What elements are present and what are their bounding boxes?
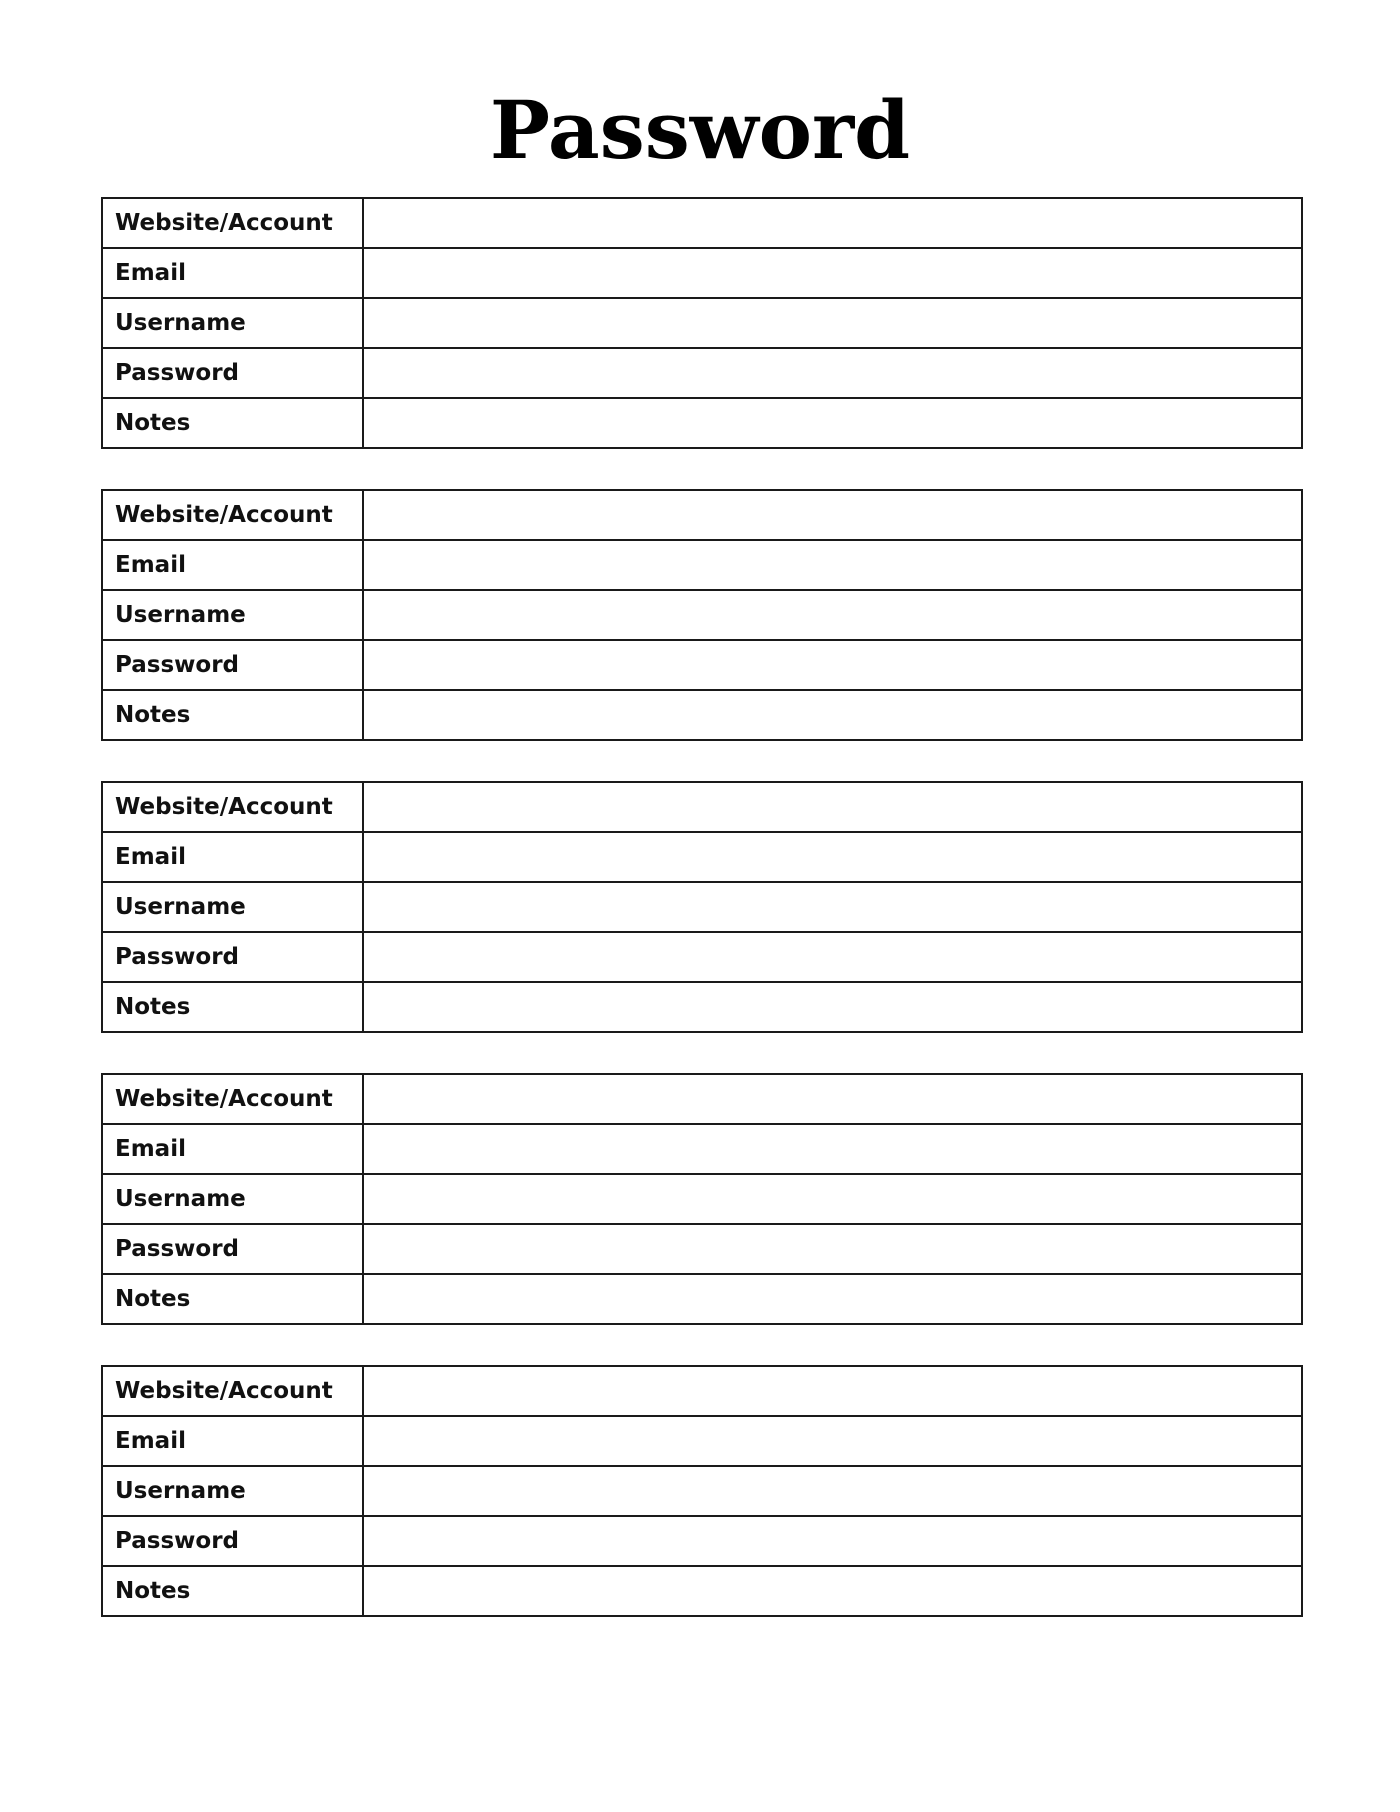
field-row-email: [102, 1124, 1302, 1174]
field-value-password[interactable]: [363, 348, 1302, 398]
field-value-username[interactable]: [363, 298, 1302, 348]
field-label-email: Email: [102, 832, 363, 882]
field-row-notes: [102, 1274, 1302, 1324]
field-value-website[interactable]: [363, 1366, 1302, 1416]
field-value-email[interactable]: [363, 540, 1302, 590]
field-row-email: [102, 248, 1302, 298]
field-label-website: Website/Account: [102, 782, 363, 832]
field-label-website: Website/Account: [102, 490, 363, 540]
field-label-website: Website/Account: [102, 1366, 363, 1416]
field-row-email: [102, 1416, 1302, 1466]
field-value-website[interactable]: [363, 198, 1302, 248]
field-value-website[interactable]: [363, 1074, 1302, 1124]
field-row-username: [102, 298, 1302, 348]
field-label-website: Website/Account: [102, 1074, 363, 1124]
password-entry: [101, 1073, 1303, 1325]
field-row-username: [102, 590, 1302, 640]
field-row-username: [102, 1466, 1302, 1516]
password-entry: [101, 489, 1303, 741]
field-row-username: [102, 882, 1302, 932]
page-title: Password: [489, 83, 911, 177]
field-label-username: Username: [102, 590, 363, 640]
field-row-notes: [102, 982, 1302, 1032]
field-label-notes: Notes: [102, 398, 363, 448]
field-label-notes: Notes: [102, 690, 363, 740]
field-value-notes[interactable]: [363, 982, 1302, 1032]
field-value-username[interactable]: [363, 882, 1302, 932]
field-row-password: [102, 1224, 1302, 1274]
field-label-email: Email: [102, 540, 363, 590]
field-row-notes: [102, 398, 1302, 448]
field-value-notes[interactable]: [363, 398, 1302, 448]
password-entries: [101, 197, 1303, 1657]
field-label-email: Email: [102, 1124, 363, 1174]
field-label-password: Password: [102, 640, 363, 690]
field-row-notes: [102, 1566, 1302, 1616]
field-label-password: Password: [102, 1224, 363, 1274]
field-label-password: Password: [102, 932, 363, 982]
field-value-website[interactable]: [363, 782, 1302, 832]
field-value-username[interactable]: [363, 1174, 1302, 1224]
field-value-email[interactable]: [363, 1416, 1302, 1466]
entry-table: [101, 489, 1303, 741]
field-value-password[interactable]: [363, 640, 1302, 690]
password-entry: [101, 1365, 1303, 1617]
field-value-password[interactable]: [363, 1516, 1302, 1566]
field-label-username: Username: [102, 298, 363, 348]
field-value-website[interactable]: [363, 490, 1302, 540]
field-label-username: Username: [102, 882, 363, 932]
field-row-website: [102, 1366, 1302, 1416]
password-entry: [101, 197, 1303, 449]
field-row-password: [102, 932, 1302, 982]
field-value-email[interactable]: [363, 832, 1302, 882]
field-row-website: [102, 198, 1302, 248]
field-label-notes: Notes: [102, 1274, 363, 1324]
field-label-password: Password: [102, 348, 363, 398]
field-value-email[interactable]: [363, 248, 1302, 298]
field-label-username: Username: [102, 1466, 363, 1516]
field-row-password: [102, 348, 1302, 398]
field-row-email: [102, 832, 1302, 882]
field-row-password: [102, 1516, 1302, 1566]
entry-table: [101, 197, 1303, 449]
field-label-username: Username: [102, 1174, 363, 1224]
field-label-notes: Notes: [102, 1566, 363, 1616]
field-value-password[interactable]: [363, 1224, 1302, 1274]
field-label-email: Email: [102, 1416, 363, 1466]
field-value-email[interactable]: [363, 1124, 1302, 1174]
field-row-username: [102, 1174, 1302, 1224]
field-value-notes[interactable]: [363, 1274, 1302, 1324]
field-row-email: [102, 540, 1302, 590]
entry-table: [101, 781, 1303, 1033]
field-row-website: [102, 782, 1302, 832]
field-value-notes[interactable]: [363, 1566, 1302, 1616]
password-entry: [101, 781, 1303, 1033]
field-label-notes: Notes: [102, 982, 363, 1032]
field-row-notes: [102, 690, 1302, 740]
field-value-notes[interactable]: [363, 690, 1302, 740]
entry-table: [101, 1365, 1303, 1617]
field-label-website: Website/Account: [102, 198, 363, 248]
field-value-username[interactable]: [363, 1466, 1302, 1516]
field-label-password: Password: [102, 1516, 363, 1566]
entry-table: [101, 1073, 1303, 1325]
field-value-username[interactable]: [363, 590, 1302, 640]
field-row-website: [102, 1074, 1302, 1124]
field-row-website: [102, 490, 1302, 540]
field-row-password: [102, 640, 1302, 690]
field-value-password[interactable]: [363, 932, 1302, 982]
field-label-email: Email: [102, 248, 363, 298]
